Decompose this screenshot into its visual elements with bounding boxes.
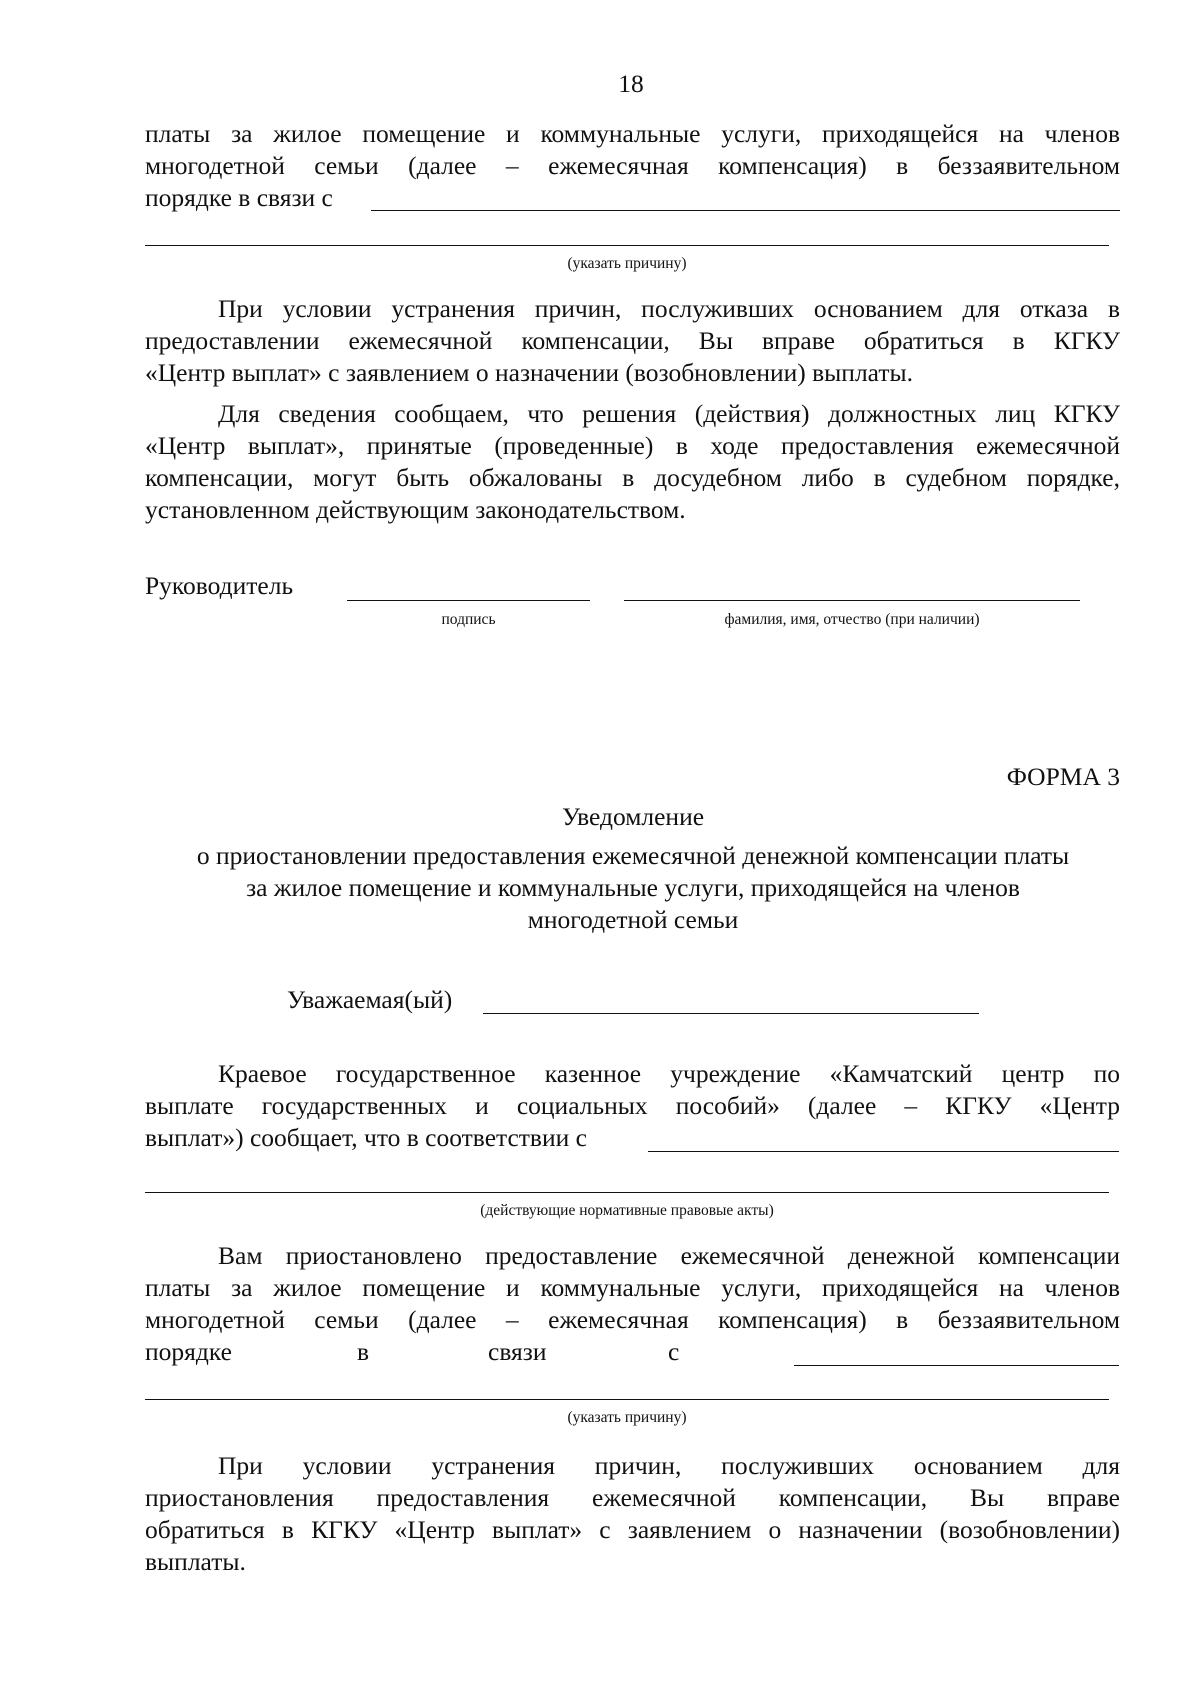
signature-field[interactable] bbox=[347, 600, 590, 601]
form-subtitle-line-3: многодетной семьи bbox=[527, 905, 739, 934]
recipient-name-field[interactable] bbox=[483, 1013, 979, 1014]
final-line-4: выплаты. bbox=[145, 1547, 246, 1576]
suspension-reason-hint: (указать причину) bbox=[567, 1409, 687, 1426]
part1-para2-line-1: Для сведения сообщаем, что решения (действия) должностных лиц КГКУ bbox=[218, 399, 1120, 428]
part1-para2-line-4: установленном действующим законодательством. bbox=[145, 495, 686, 524]
final-line-3: обратиться в КГКУ «Центр выплат» с заявлением о назначении (возобновлении) bbox=[145, 1515, 1120, 1544]
form-subtitle-line-1: о приостановлении предоставления ежемесячной денежной компенсации платы bbox=[196, 841, 1070, 870]
form-subtitle-line-2: за жилое помещение и коммунальные услуги, приходящейся на членов bbox=[246, 873, 1020, 902]
legal-acts-field-line-2[interactable] bbox=[145, 1192, 1109, 1193]
suspension-line-3: многодетной семьи (далее – ежемесячная компенсация) в беззаявительном bbox=[145, 1305, 1120, 1334]
suspension-word-4: с bbox=[668, 1337, 680, 1366]
signer-name-hint: фамилия, имя, отчество (при наличии) bbox=[724, 611, 980, 628]
reason-hint: (указать причину) bbox=[567, 255, 687, 272]
intro-line-2: выплате государственных и социальных пособий» (далее – КГКУ «Центр bbox=[145, 1091, 1120, 1120]
intro-line-1: Краевое государственное казенное учреждение «Камчатский центр по bbox=[218, 1059, 1120, 1088]
salutation-label: Уважаемая(ый) bbox=[287, 985, 453, 1014]
suspension-line-2: платы за жилое помещение и коммунальные услуги, приходящейся на членов bbox=[145, 1273, 1120, 1302]
legal-acts-field-line-1[interactable] bbox=[648, 1151, 1119, 1152]
part1-para1-line-3: «Центр выплат» с заявлением о назначении (возобновлении) выплаты. bbox=[145, 358, 913, 387]
part1-para2-line-2: «Центр выплат», принятые (проведенные) в ходе предоставления ежемесячной bbox=[145, 431, 1120, 460]
suspension-line-1: Вам приостановлено предоставление ежемесячной денежной компенсации bbox=[218, 1241, 1120, 1270]
signer-name-field[interactable] bbox=[624, 600, 1080, 601]
part1-line-3-prefix: порядке в связи с bbox=[145, 183, 333, 212]
part1-para1-line-1: При условии устранения причин, послуживших основанием для отказа в bbox=[218, 294, 1120, 323]
part1-line-2: многодетной семьи (далее – ежемесячная компенсация) в беззаявительном bbox=[145, 151, 1120, 180]
form-label: ФОРМА 3 bbox=[1006, 762, 1120, 791]
final-line-1: При условии устранения причин, послуживших основанием для bbox=[218, 1451, 1120, 1480]
part1-para2-line-3: компенсации, могут быть обжалованы в досудебном либо в судебном порядке, bbox=[145, 463, 1120, 492]
suspension-reason-field-line-2[interactable] bbox=[145, 1399, 1109, 1400]
page-number: 18 bbox=[618, 69, 644, 98]
legal-acts-hint: (действующие нормативные правовые акты) bbox=[480, 1202, 774, 1219]
final-line-2: приостановления предоставления ежемесячной компенсации, Вы вправе bbox=[145, 1483, 1120, 1512]
part1-para1-line-2: предоставлении ежемесячной компенсации, Вы вправе обратиться в КГКУ bbox=[145, 326, 1120, 355]
suspension-word-1: порядке bbox=[145, 1337, 232, 1366]
part1-line-1: платы за жилое помещение и коммунальные услуги, приходящейся на членов bbox=[145, 119, 1120, 148]
signer-label: Руководитель bbox=[145, 571, 294, 600]
form-title: Уведомление bbox=[561, 802, 705, 831]
suspension-word-3: связи bbox=[488, 1337, 547, 1366]
reason-field-line-2[interactable] bbox=[145, 245, 1109, 246]
suspension-reason-field-line-1[interactable] bbox=[794, 1365, 1119, 1366]
reason-field-line-1[interactable] bbox=[371, 210, 1120, 211]
suspension-word-2: в bbox=[357, 1337, 370, 1366]
intro-line-3-prefix: выплат») сообщает, что в соответствии с bbox=[145, 1123, 587, 1152]
signature-hint: подпись bbox=[441, 611, 496, 628]
